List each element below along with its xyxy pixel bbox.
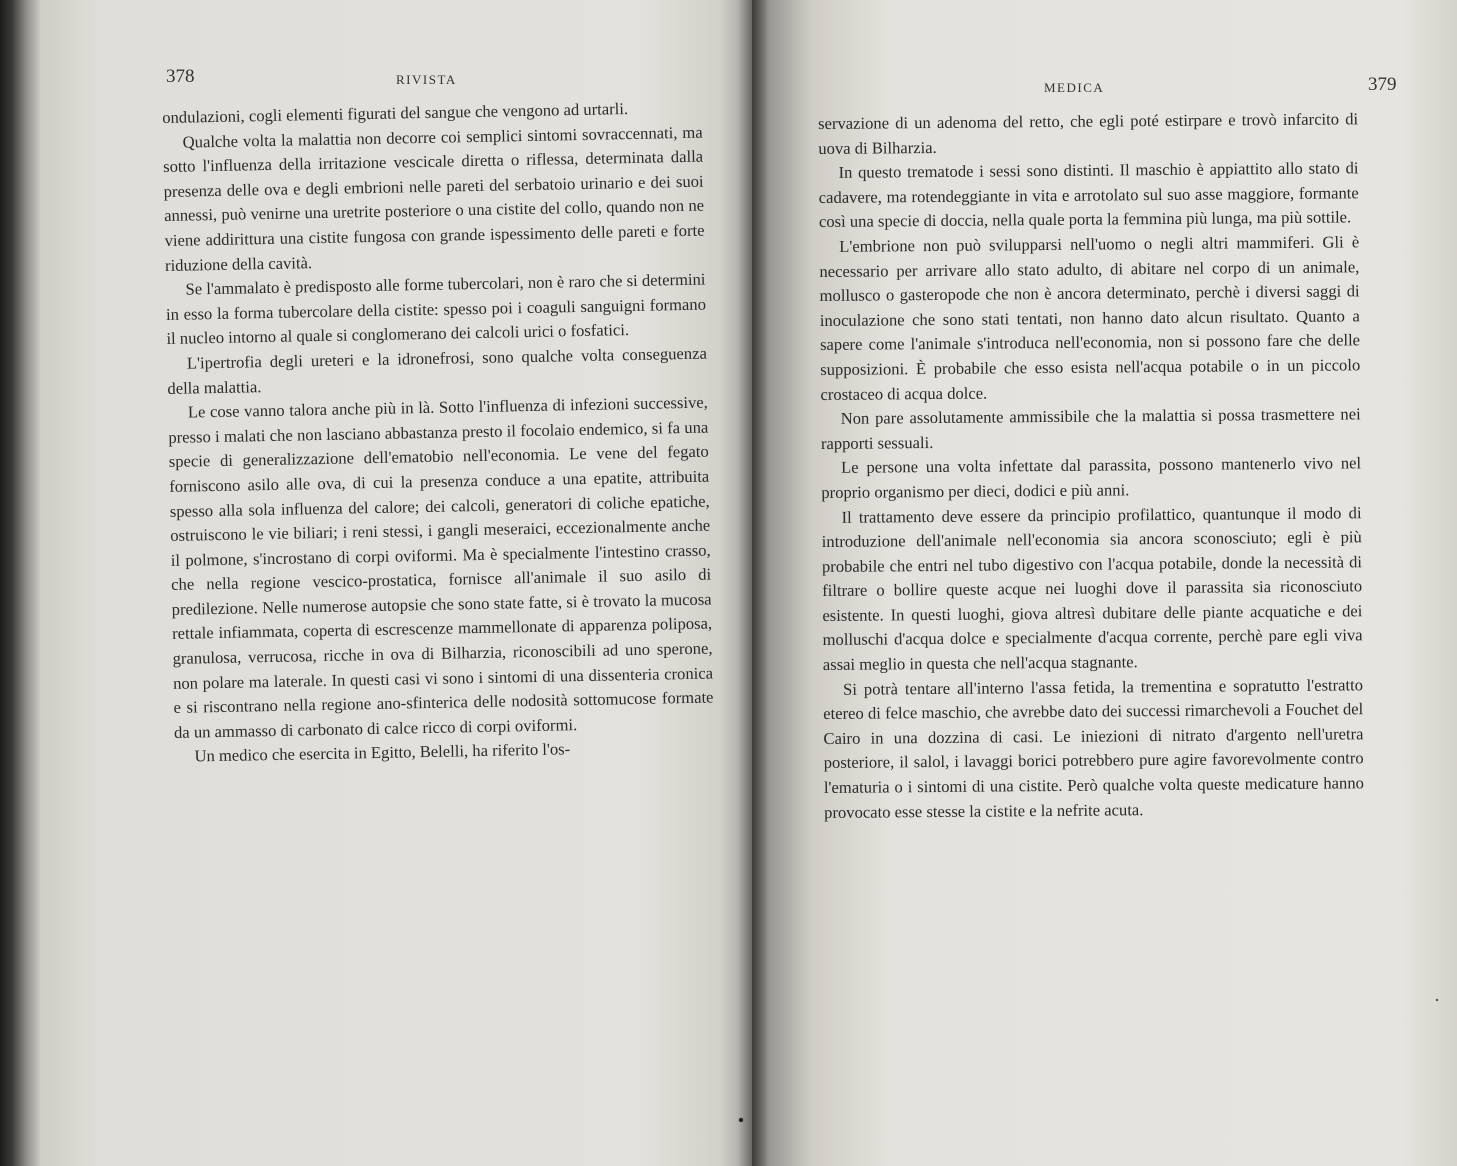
right-running-head: MEDICA — [1044, 80, 1105, 95]
paragraph: In questo trematode i sessi sono distinti. Il maschio è appiattito allo stato di cadavere, ma rotendeggiante in vita e arrotolato sul suo asse maggiore, formante così una specie di doccia, nella quale porta la femmina più lunga, ma più sottile. — [818, 158, 1359, 232]
paragraph: Se l'ammalato è predisposto alle forme tubercolari, non è raro che si determini in esso la forma tubercolare della cistite: spesso poi i coaguli sanguigni formano il nucleo intorno al quale si conglomerano dei calcoli urici o fosfatici. — [165, 269, 707, 349]
left-running-head: RIVISTA — [396, 72, 457, 87]
paragraph: Le cose vanno talora anche più in là. Sotto l'influenza di infezioni successive, presso i malati che non lasciano abbastanza presto il focolaio endemico, si fa una specie di generalizzazione dell'ematobio nell'economia. Le vene del fegato forniscono asilo alle ova, di cui la presenza conduce a una epatite, attribuita spesso alla sola influenza del calore; dei calcoli, generatori di coliche epatiche, ostruiscono le vie biliari; i reni stessi, i gangli meseraici, eccezionalmente anche il polmone, s'incrostano di corpi oviformi. Ma è specialmente l'intestino crasso, che nella regione vescico-prostatica, fornisce all'animale il suo asilo di predilezione. Nelle numerose autopsie che sono state fatte, si è trovato la mucosa rettale infiammata, coperta di escrescenze mammellonate di apparenza poliposa, granulosa, verrucosa, ricche in ova di Bilharzia, riconoscibili ad uno sperone, non polare ma laterale. In questi casi vi sono i sintomi di una dissenteria cronica e si riscontrano nella regione ano-sfinterica delle nodosità sottomucose formate da un ammasso di carbonato di calce ricco di corpi oviformi. — [168, 392, 714, 742]
paragraph: servazione di un adenoma del retto, che egli poté estirpare e trovò infarcito di uova di Bilharzia. — [818, 109, 1359, 158]
paragraph: Qualche volta la malattia non decorre coi semplici sintomi sovraccennati, ma sotto l'influenza della irritazione vescicale diretta o riflessa, determinata dalla presenza delle ova e degli embrioni nelle pareti del serbatoio urinario e dei suoi annessi, può venirne una uretrite posteriore o una cistite del collo, quando non ne viene addirittura una cistite fungosa con grande ispessimento delle pareti e forte riduzione della cavità. — [162, 122, 705, 275]
paragraph: Si potrà tentare all'interno l'assa fetida, la trementina e sopratutto l'estratto etereo di felce maschio, che avrebbe dato dei successi rimarchevoli a Fouchet del Cairo in una dozzina di casi. Le iniezioni di nitrato d'argento nell'uretra posteriore, il salol, i lavaggi borici potrebbero pure agire favorevolmente contro l'ematuria o i sintomi di una cistite. Però qualche volta queste medicature hanno provocato esse stesse la cistite e la nefrite acuta. — [823, 674, 1364, 822]
right-page-number: 379 — [1368, 74, 1397, 95]
paragraph: Il trattamento deve essere da principio profilattico, quantunque il modo di introduzione dell'animale nell'economia sia ancora sconosciuto; egli è più probabile che entri nel tubo digestivo con l'acqua potabile, donde la necessità di filtrare o bollire queste acque nei luoghi dove il parassita sia riconosciuto esistente. In questi luoghi, giova altresì dubitare delle piante acquatiche e dei molluschi d'acqua dolce e specialmente d'acqua corrente, perchè pare egli viva assai meglio in questa che nell'acqua stagnante. — [821, 502, 1363, 675]
paragraph: Un medico che esercita in Egitto, Belelli, ha riferito l'os- — [194, 739, 571, 766]
paragraph: L'ipertrofia degli ureteri e la idronefrosi, sono qualche volta conseguenza della malattia. — [167, 343, 708, 398]
paragraph: ondulazioni, cogli elementi figurati del sangue che vengono ad urtarli. — [162, 99, 629, 127]
paragraph: Non pare assolutamente ammissibile che la malattia si possa trasmettere nei rapporti sessuali. — [820, 404, 1361, 453]
paragraph: L'embrione non può svilupparsi nell'uomo o negli altri mammiferi. Gli è necessario per arrivare allo stato adulto, di abitare nel corpo di un animale, mollusco o gasteropode che non è ancora determinato, perchè i diversi saggi di inoculazione che sono stati tentati, non hanno dato alcun risultato. Quanto a sapere come l'animale s'introduca nell'economia, non si possono fare che delle supposizioni. È probabile che esso esista nell'acqua potabile o in un piccolo crostaceo di acqua dolce. — [819, 232, 1361, 404]
left-page-number: 378 — [166, 66, 195, 87]
paragraph: Le persone una volta infettate dal parassita, possono mantenerlo vivo nel proprio organismo per dieci, dodici e più anni. — [821, 453, 1362, 502]
